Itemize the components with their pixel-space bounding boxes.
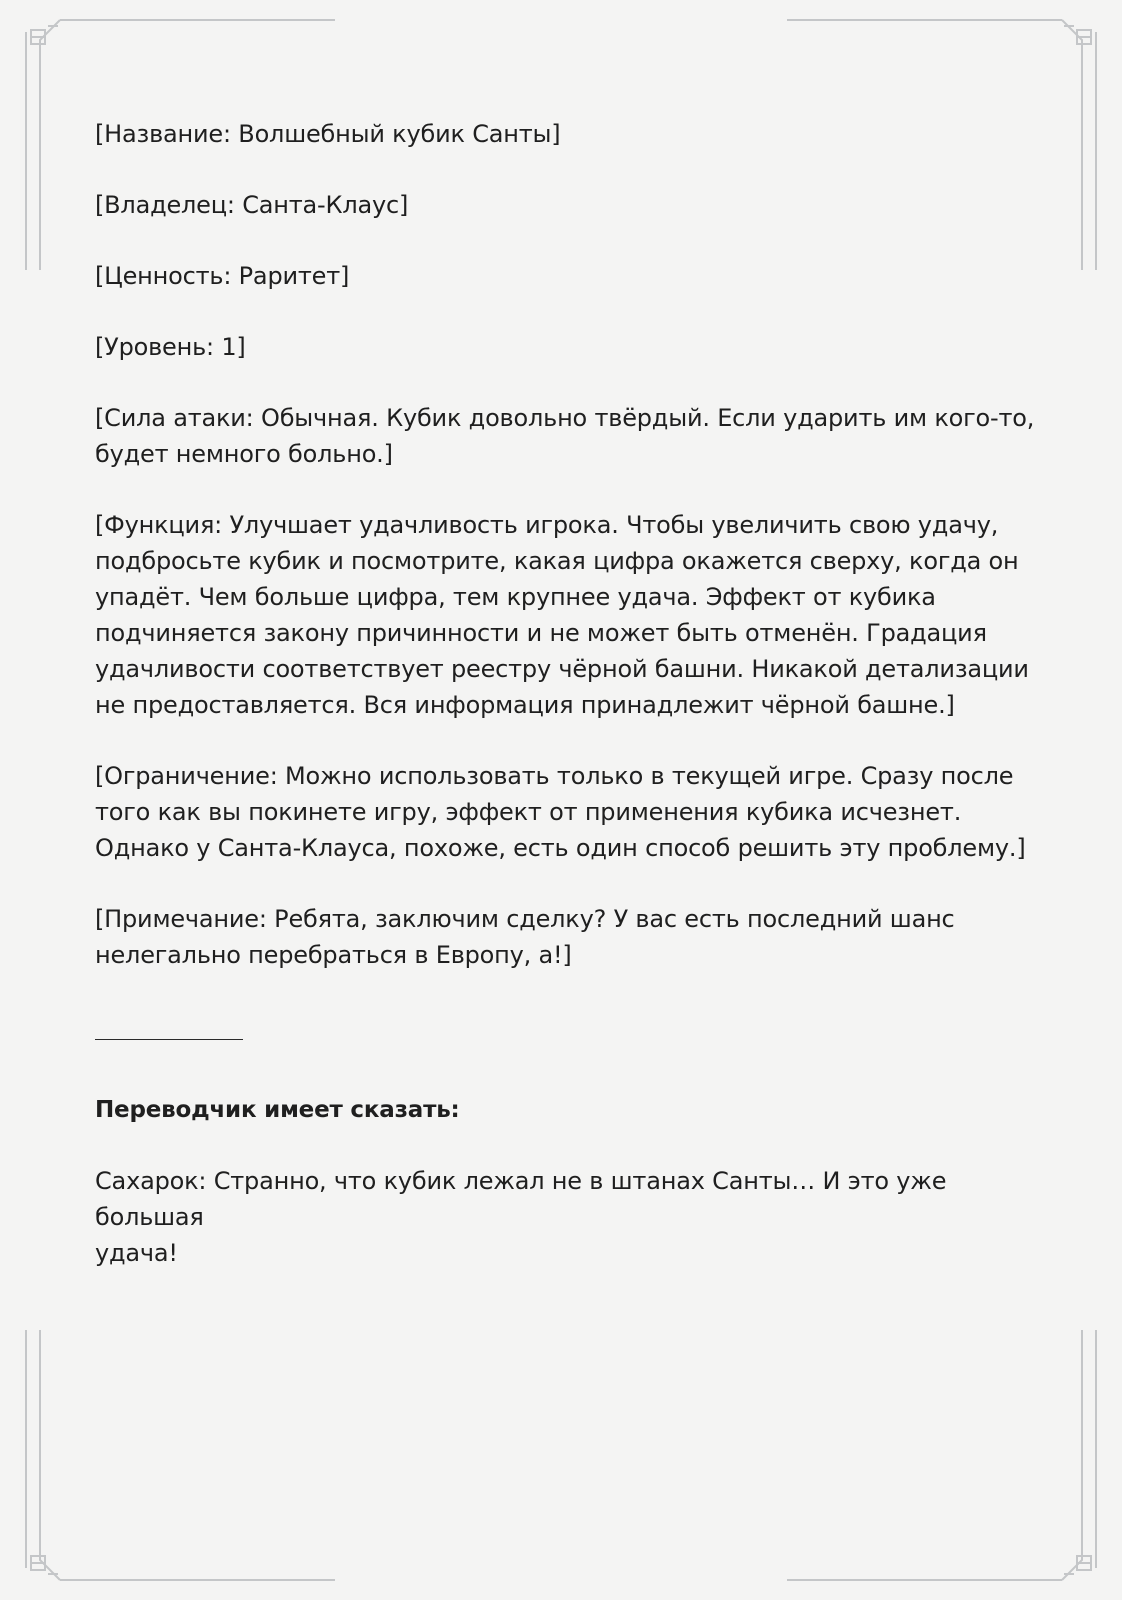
item-restriction-line: того как вы покинете игру, эффект от применения кубика исчезнет. — [95, 798, 962, 826]
item-note-line: [Примечание: Ребята, заключим сделку? У вас есть последний шанс — [95, 905, 955, 933]
item-function-line: [Функция: Улучшает удачливость игрока. Чтобы увеличить свою удачу, — [95, 511, 999, 539]
item-function-line: подчиняется закону причинности и не может быть отменён. Градация — [95, 619, 987, 647]
separator-line — [95, 1039, 243, 1040]
translator-comment-line: удача! — [95, 1239, 178, 1267]
document-body — [95, 116, 1035, 1271]
translator-heading: Переводчик имеет сказать: — [95, 1097, 460, 1123]
item-restriction-line: [Ограничение: Можно использовать только в текущей игре. Сразу после — [95, 762, 1014, 790]
item-function — [95, 507, 1035, 723]
item-function-line: упадёт. Чем больше цифра, тем крупнее удача. Эффект от кубика — [95, 583, 936, 611]
item-restriction-line: Однако у Санта-Клауса, похоже, есть один способ решить эту проблему.] — [95, 834, 1026, 862]
item-title: [Название: Волшебный кубик Санты] — [95, 120, 561, 148]
item-function-line: удачливости соответствует реестру чёрной башни. Никакой детализации — [95, 655, 1029, 683]
item-attack-line: [Сила атаки: Обычная. Кубик довольно твёрдый. Если ударить им кого-то, — [95, 404, 1035, 432]
item-owner: [Владелец: Санта-Клаус] — [95, 191, 409, 219]
item-function-line: не предоставляется. Вся информация принадлежит чёрной башне.] — [95, 691, 955, 719]
item-attack — [95, 400, 1035, 472]
item-rarity: [Ценность: Раритет] — [95, 262, 350, 290]
item-note-line: нелегально перебраться в Европу, а!] — [95, 941, 572, 969]
item-level: [Уровень: 1] — [95, 333, 246, 361]
translator-comment — [95, 1163, 1035, 1271]
item-note — [95, 901, 1035, 973]
item-restriction — [95, 758, 1035, 866]
item-function-line: подбросьте кубик и посмотрите, какая цифра окажется сверху, когда он — [95, 547, 1019, 575]
item-attack-line: будет немного больно.] — [95, 440, 393, 468]
translator-comment-line: Сахарок: Странно, что кубик лежал не в штанах Санты… И это уже большая — [95, 1167, 947, 1231]
